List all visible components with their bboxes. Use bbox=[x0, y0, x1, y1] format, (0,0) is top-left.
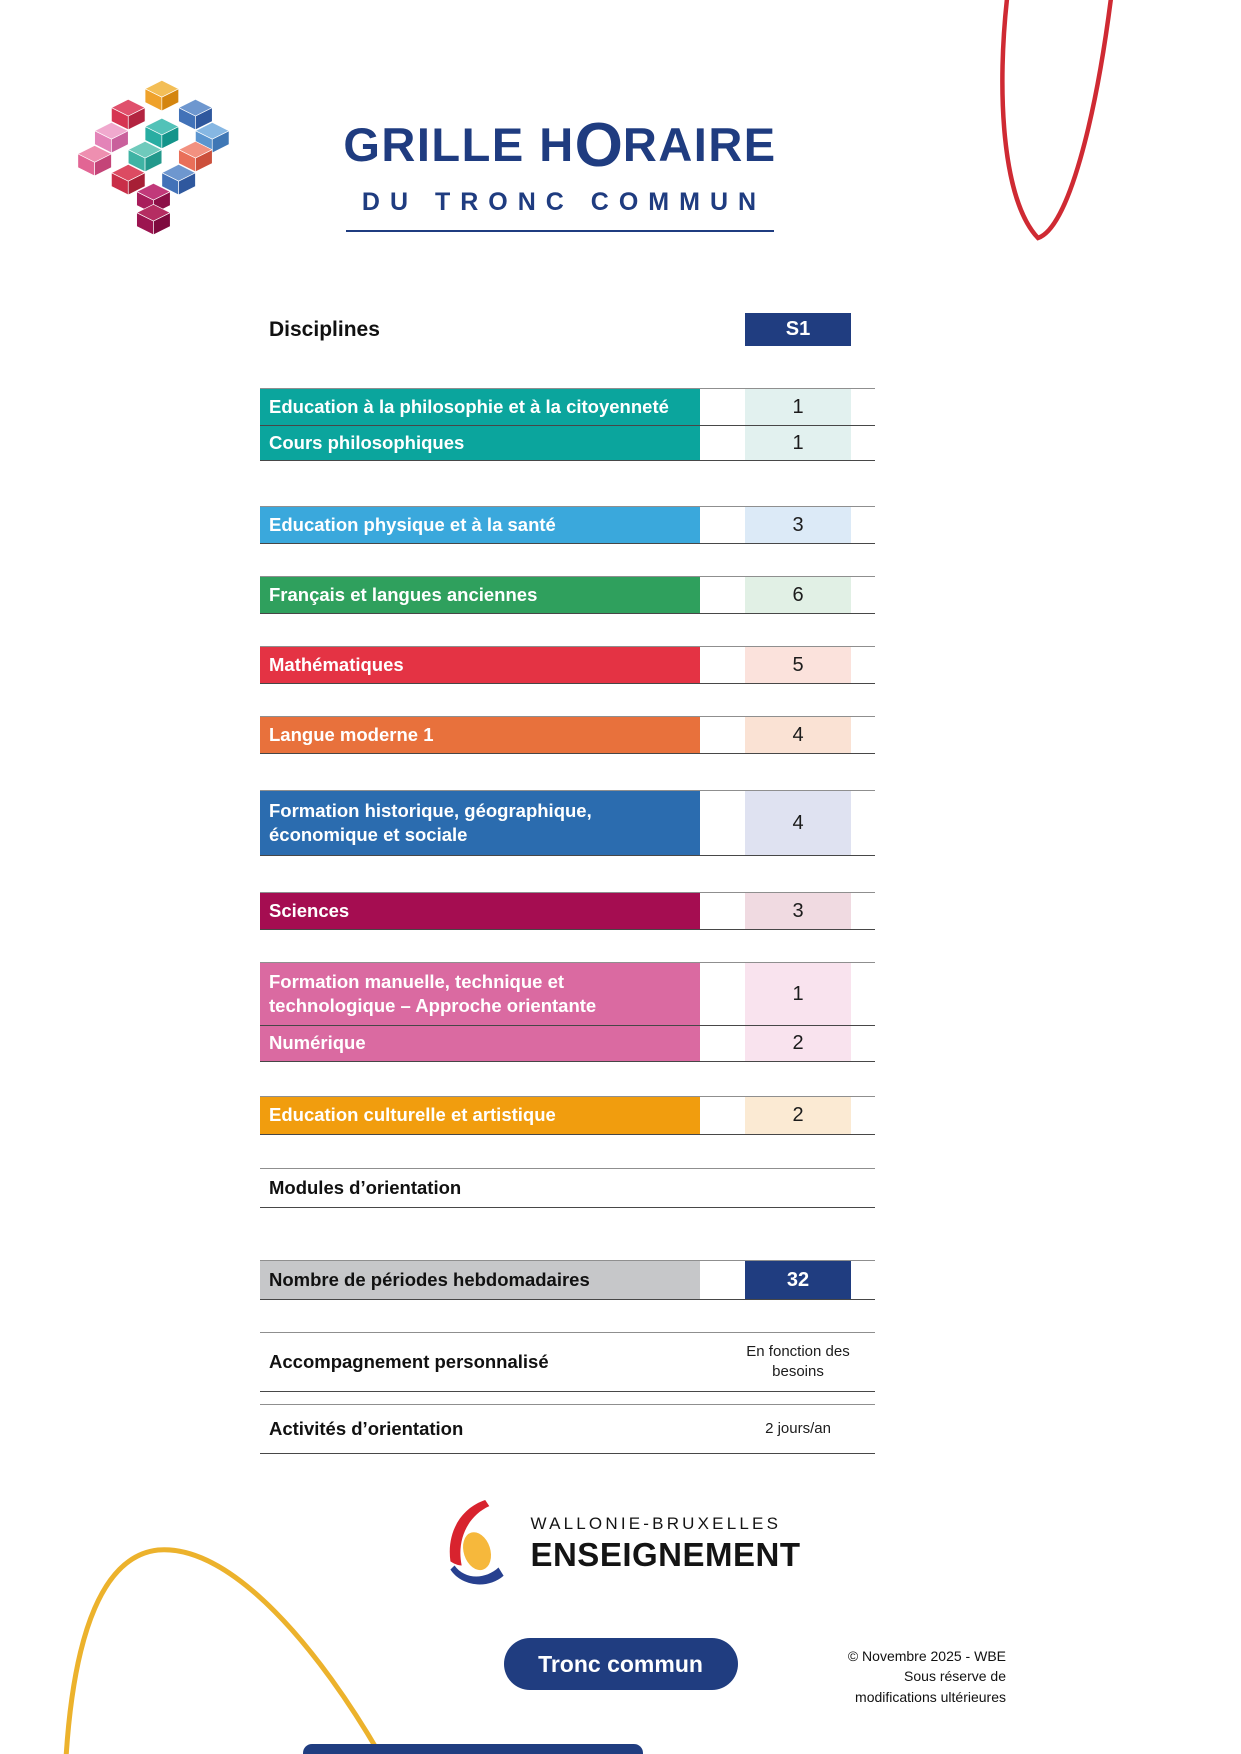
row-label: Sciences bbox=[260, 893, 700, 929]
row-label: Education physique et à la santé bbox=[260, 507, 700, 543]
row-activites-orientation bbox=[260, 1404, 875, 1454]
row-value: 2 bbox=[745, 1026, 851, 1061]
page-title: GRILLE HORAIRE bbox=[343, 111, 777, 180]
row-label: Education à la philosophie et à la citoyenneté bbox=[260, 389, 700, 425]
discipline-group-francais bbox=[260, 576, 875, 614]
red-curve-decoration bbox=[900, 0, 1160, 255]
row-value: 4 bbox=[745, 791, 851, 855]
discipline-group-sciences bbox=[260, 892, 875, 930]
row-value: 1 bbox=[745, 389, 851, 425]
row-value: 1 bbox=[745, 426, 851, 460]
row-value: 1 bbox=[745, 963, 851, 1025]
page-subtitle: DU TRONC COMMUN bbox=[346, 188, 774, 232]
row-label: Mathématiques bbox=[260, 647, 700, 683]
discipline-group-education-physique bbox=[260, 506, 875, 544]
row-value: 3 bbox=[745, 893, 851, 929]
row-value: 4 bbox=[745, 717, 851, 753]
bottom-bar-decoration bbox=[303, 1744, 643, 1754]
row-label: Langue moderne 1 bbox=[260, 717, 700, 753]
row-value: 3 bbox=[745, 507, 851, 543]
copyright-line: © Novembre 2025 - WBE bbox=[847, 1648, 1006, 1664]
discipline-group-formation-manuelle bbox=[260, 962, 875, 1062]
row-label: Education culturelle et artistique bbox=[260, 1097, 700, 1134]
discipline-group-philosophie bbox=[260, 388, 875, 461]
tronc-commun-button[interactable]: Tronc commun bbox=[504, 1638, 738, 1690]
copyright-line: modifications ultérieures bbox=[855, 1688, 1006, 1705]
row-label: Formation manuelle, technique et technologique – Approche orientante bbox=[260, 963, 700, 1025]
row-label: Numérique bbox=[260, 1026, 700, 1061]
s1-column-header: S1 bbox=[745, 313, 851, 346]
copyright-line: Sous réserve de bbox=[904, 1668, 1006, 1685]
cube-cluster-logo-icon bbox=[62, 72, 247, 240]
wbe-logo-icon bbox=[440, 1498, 512, 1590]
row-total-periodes bbox=[260, 1260, 875, 1300]
row-value: En fonction des besoins bbox=[746, 1342, 850, 1380]
discipline-group-langue-moderne bbox=[260, 716, 875, 754]
row-accompagnement bbox=[260, 1332, 875, 1392]
row-value: 2 bbox=[745, 1097, 851, 1134]
row-label: Cours philosophiques bbox=[260, 426, 700, 460]
row-label: Nombre de périodes hebdomadaires bbox=[260, 1261, 700, 1299]
row-value: 6 bbox=[745, 577, 851, 613]
wbe-brand-line2: ENSEIGNEMENT bbox=[530, 1536, 801, 1573]
discipline-group-education-culturelle bbox=[260, 1096, 875, 1135]
row-label: Activités d’orientation bbox=[269, 1417, 464, 1439]
title-o-glyph: O bbox=[574, 111, 623, 180]
row-modules-orientation bbox=[260, 1168, 875, 1208]
discipline-group-mathematiques bbox=[260, 646, 875, 684]
row-value: 32 bbox=[745, 1261, 851, 1299]
table-header-row bbox=[260, 313, 875, 346]
row-value: 2 jours/an bbox=[765, 1419, 831, 1437]
row-label: Français et langues anciennes bbox=[260, 577, 700, 613]
header bbox=[250, 112, 870, 232]
row-label: Modules d’orientation bbox=[269, 1176, 462, 1198]
disciplines-column-header: Disciplines bbox=[269, 317, 380, 341]
row-value: 5 bbox=[745, 647, 851, 683]
row-label: Accompagnement personnalisé bbox=[269, 1350, 549, 1372]
wbe-logo bbox=[0, 1498, 1241, 1590]
copyright-notice bbox=[848, 1646, 1006, 1707]
wbe-brand-line1: WALLONIE-BRUXELLES bbox=[530, 1514, 782, 1533]
row-value bbox=[745, 1169, 851, 1207]
row-label: Formation historique, géographique, économique et sociale bbox=[260, 791, 700, 855]
discipline-group-formation-historique bbox=[260, 790, 875, 856]
